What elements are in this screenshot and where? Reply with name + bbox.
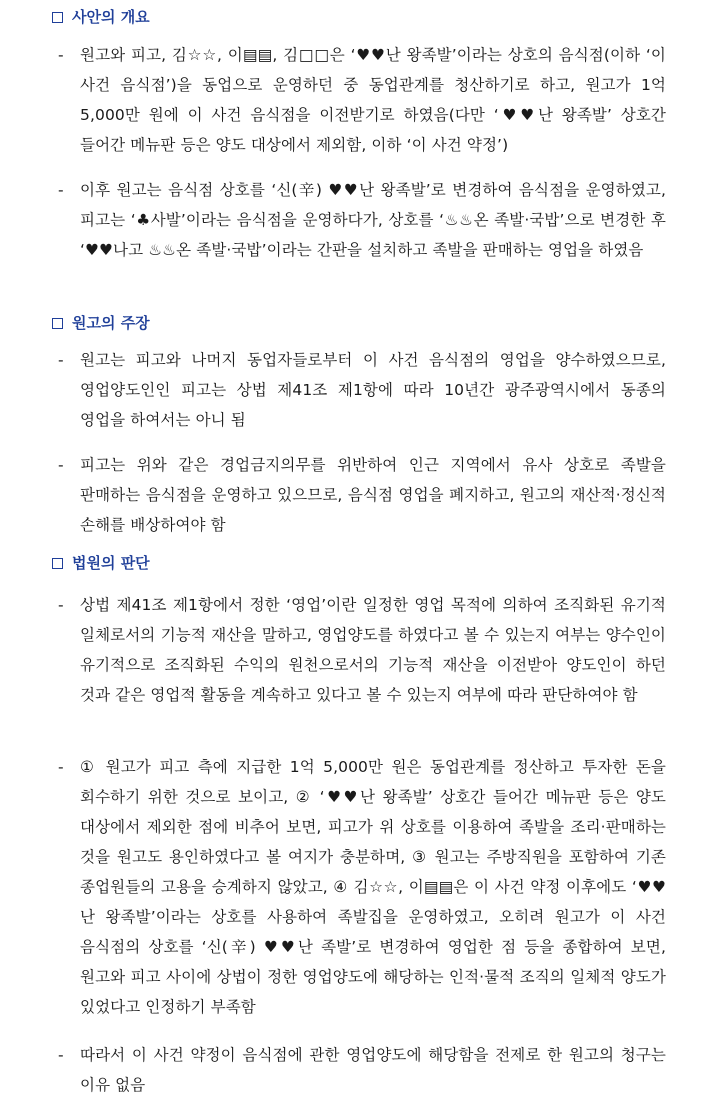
section-heading-overview bbox=[52, 6, 150, 28]
section-title: 사안의 개요 bbox=[72, 8, 150, 26]
section-title: 원고의 주장 bbox=[72, 314, 150, 332]
dash-bullet: - bbox=[58, 351, 64, 369]
dash-bullet: - bbox=[58, 46, 64, 64]
checkbox-square-icon bbox=[52, 318, 63, 329]
paragraph-text: 원고는 피고와 나머지 동업자들로부터 이 사건 음식점의 영업을 양수하였으므로, 영업양도인인 피고는 상법 제41조 제1항에 따라 10년간 광주광역시에서 동종의 영업을 하여서는 아니 됨 bbox=[80, 351, 666, 429]
paragraph-text: 이후 원고는 음식점 상호를 ‘신(辛) ♥♥난 왕족발’로 변경하여 음식점을 운영하였고, 피고는 ‘♣사발’이라는 음식점을 운영하다가, 상호를 ‘♨♨온 족발·국밥’으로 변경한 후 ‘♥♥나고 ♨♨온 족발·국밥’이라는 간판을 설치하고 족발을 판매하는 영업을 하였음 bbox=[80, 181, 666, 259]
section-title: 법원의 판단 bbox=[72, 554, 150, 572]
section-heading-court-judgment bbox=[52, 552, 150, 574]
dash-bullet: - bbox=[58, 1046, 64, 1064]
paragraph-text: 따라서 이 사건 약정이 음식점에 관한 영업양도에 해당함을 전제로 한 원고의 청구는 이유 없음 bbox=[80, 1046, 666, 1094]
paragraph-text: 피고는 위와 같은 경업금지의무를 위반하여 인근 지역에서 유사 상호로 족발을 판매하는 음식점을 운영하고 있으므로, 음식점 영업을 폐지하고, 원고의 재산적·정신적 손해를 배상하여야 함 bbox=[80, 456, 666, 534]
dash-bullet: - bbox=[58, 758, 64, 776]
paragraph-text: 원고와 피고, 김☆☆, 이▤▤, 김□□은 ‘♥♥난 왕족발’이라는 상호의 음식점(이하 ‘이 사건 음식점’)을 동업으로 운영하던 중 동업관계를 청산하기로 하고, 원고가 1억 5,000만 원에 이 사건 음식점을 이전받기로 하였음(다만 ‘♥♥난 왕족발’ 상호간 들어간 메뉴판 등은 양도 대상에서 제외함, 이하 ‘이 사건 약정’) bbox=[80, 46, 666, 154]
paragraph-text: ① 원고가 피고 측에 지급한 1억 5,000만 원은 동업관계를 정산하고 투자한 돈을 회수하기 위한 것으로 보이고, ② ‘♥♥난 왕족발’ 상호간 들어간 메뉴판 등은 양도 대상에서 제외한 점에 비추어 보면, 피고가 위 상호를 이용하여 족발을 조리·판매하는 것을 원고도 용인하였다고 볼 여지가 충분하며, ③ 원고는 주방직원을 포함하여 기존 종업원들의 고용을 승계하지 않았고, ④ 김☆☆, 이▤▤은 이 사건 약정 이후에도 ‘♥♥난 왕족발’이라는 상호를 사용하여 족발집을 운영하였고, 오히려 원고가 이 사건 음식점의 상호를 ‘신(辛) ♥♥난 족발’로 변경하여 영업한 점 등을 종합하여 보면, 원고와 피고 사이에 상법이 정한 영업양도에 해당하는 인적·물적 조직의 일체적 양도가 있었다고 인정하기 부족함 bbox=[80, 758, 666, 1016]
dash-bullet: - bbox=[58, 456, 64, 474]
checkbox-square-icon bbox=[52, 558, 63, 569]
dash-bullet: - bbox=[58, 596, 64, 614]
section-heading-plaintiff-claim bbox=[52, 312, 150, 334]
paragraph-text: 상법 제41조 제1항에서 정한 ‘영업’이란 일정한 영업 목적에 의하여 조직화된 유기적 일체로서의 기능적 재산을 말하고, 영업양도를 하였다고 볼 수 있는지 여부는 양수인이 유기적으로 조직화된 수익의 원천으로서의 기능적 재산을 이전받아 양도인이 하던 것과 같은 영업적 활동을 계속하고 있다고 볼 수 있는지 여부에 따라 판단하여야 함 bbox=[80, 596, 666, 704]
dash-bullet: - bbox=[58, 181, 64, 199]
checkbox-square-icon bbox=[52, 12, 63, 23]
